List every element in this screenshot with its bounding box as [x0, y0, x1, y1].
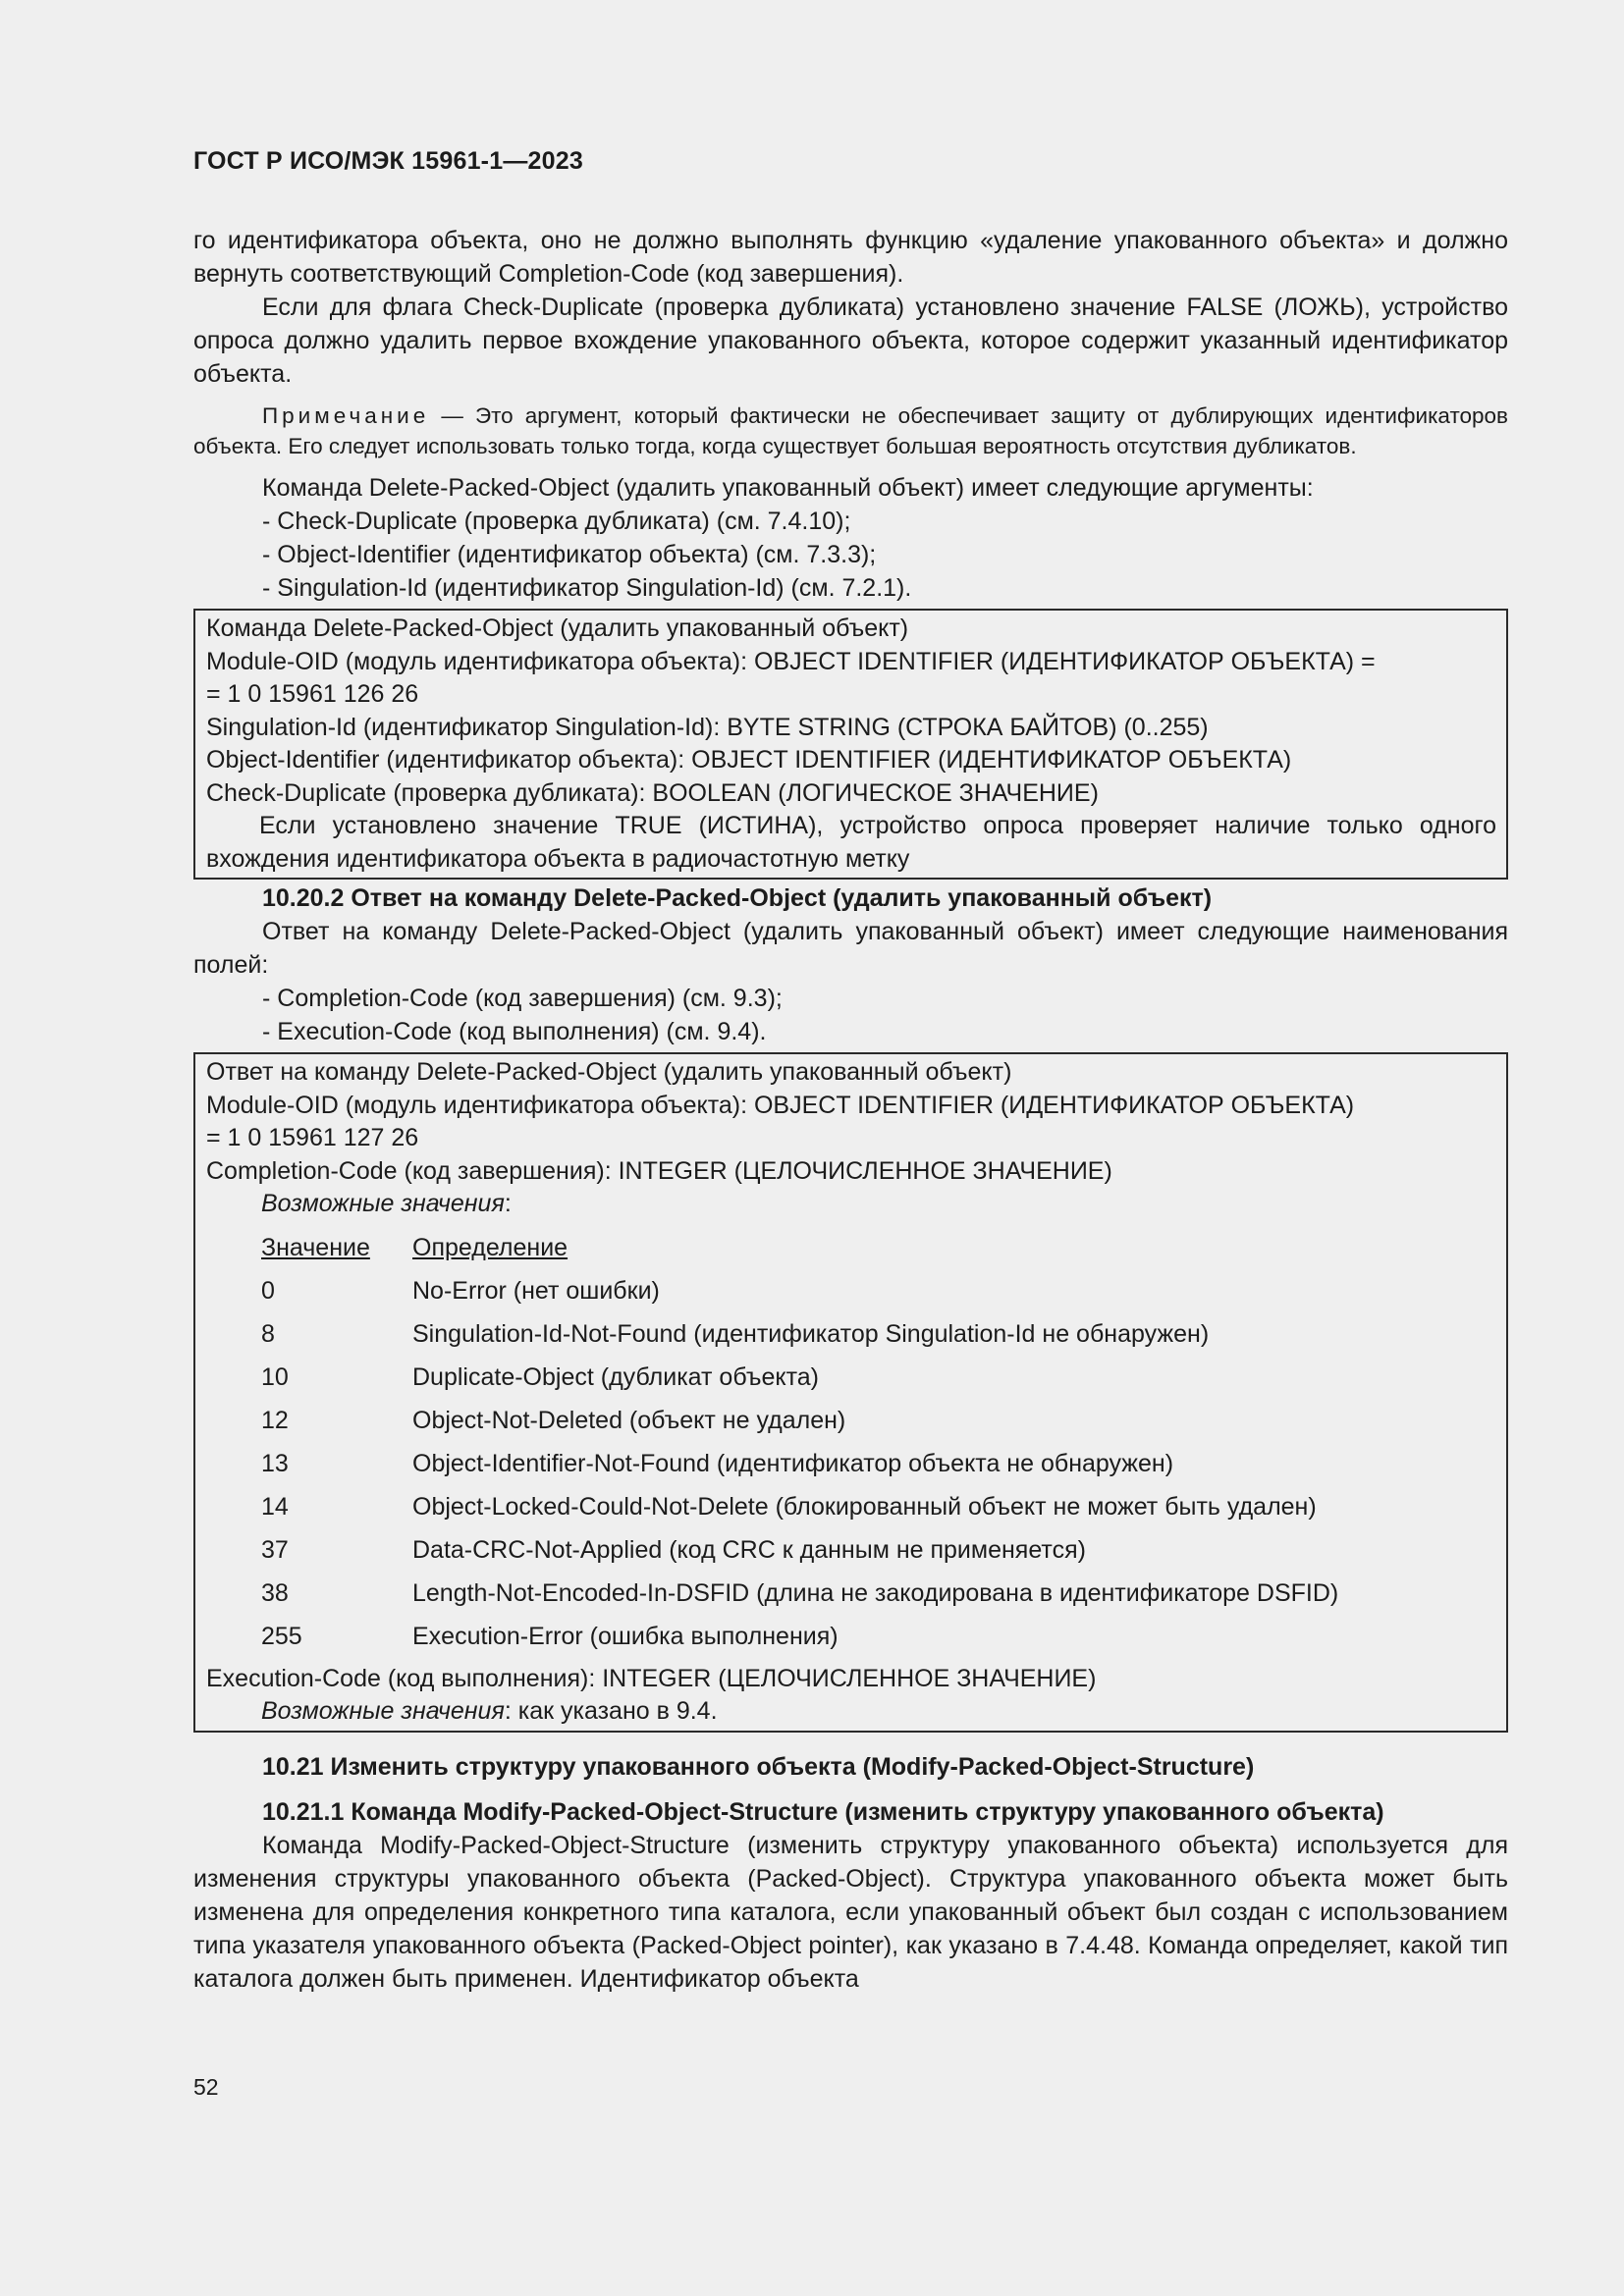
note-text: — Это аргумент, который фактически не обеспечивает защиту от дублирующих идентификаторов объекта. Его следует использовать только тогда, когда существует большая вероятность отсутствия дубликатов.	[193, 403, 1508, 458]
table-row	[261, 1313, 1338, 1357]
paragraph: Если для флага Check-Duplicate (проверка дубликата) установлено значение FALSE (ЛОЖЬ), устройство опроса должно удалить первое вхождение упакованного объекта, которое содержит указанный идентификатор объекта.	[193, 294, 1508, 388]
code-value: 255	[261, 1622, 302, 1650]
section-heading: 10.21 Изменить структуру упакованного объекта (Modify-Packed-Object-Structure)	[262, 1752, 1255, 1781]
table-row	[261, 1443, 1338, 1486]
code-value: 37	[261, 1535, 289, 1564]
box-line: Check-Duplicate (проверка дубликата): BOOLEAN (ЛОГИЧЕСКОЕ ЗНАЧЕНИЕ)	[206, 778, 1099, 807]
section-heading: 10.20.2 Ответ на команду Delete-Packed-Object (удалить упакованный объект)	[262, 884, 1213, 912]
table-row	[261, 1400, 1338, 1443]
code-definition: No-Error (нет ошибки)	[412, 1276, 660, 1305]
code-definition: Length-Not-Encoded-In-DSFID (длина не закодирована в идентификаторе DSFID)	[412, 1578, 1339, 1607]
completion-codes-table	[261, 1227, 1338, 1659]
code-definition: Object-Identifier-Not-Found (идентификатор объекта не обнаружен)	[412, 1449, 1174, 1477]
table-row	[261, 1357, 1338, 1400]
note	[193, 400, 1508, 461]
table-row	[261, 1573, 1338, 1616]
code-value: 8	[261, 1319, 275, 1348]
table-row	[261, 1529, 1338, 1573]
box-line: Execution-Code (код выполнения): INTEGER (ЦЕЛОЧИСЛЕННОЕ ЗНАЧЕНИЕ)	[206, 1664, 1097, 1692]
box-line: Object-Identifier (идентификатор объекта): OBJECT IDENTIFIER (ИДЕНТИФИКАТОР ОБЪЕКТА)	[206, 746, 1292, 774]
table-row	[261, 1486, 1338, 1529]
note-label: Примечание	[262, 403, 430, 428]
box-line: Команда Delete-Packed-Object (удалить упакованный объект)	[206, 614, 909, 642]
code-definition: Execution-Error (ошибка выполнения)	[412, 1622, 839, 1650]
paragraph: го идентификатора объекта, оно не должно выполнять функцию «удаление упакованного объекта» и должно вернуть соответствующий Completion-Code (код завершения).	[193, 227, 1508, 288]
table-row	[261, 1270, 1338, 1313]
code-value: 12	[261, 1406, 289, 1434]
paragraph: Команда Delete-Packed-Object (удалить упакованный объект) имеет следующие аргументы:	[262, 474, 1314, 502]
code-value: 14	[261, 1492, 289, 1521]
box-line: Module-OID (модуль идентификатора объекта): OBJECT IDENTIFIER (ИДЕНТИФИКАТОР ОБЪЕКТА) =	[206, 647, 1376, 675]
list-item: - Check-Duplicate (проверка дубликата) (см. 7.4.10);	[262, 507, 851, 535]
response-definition-box	[193, 1052, 1508, 1733]
code-value: 38	[261, 1578, 289, 1607]
code-value: 13	[261, 1449, 289, 1477]
possible-values-rest: : как указано в 9.4.	[504, 1697, 718, 1725]
code-value: 10	[261, 1362, 289, 1391]
code-value: 0	[261, 1276, 275, 1305]
page-number: 52	[193, 2074, 219, 2100]
paragraph: Ответ на команду Delete-Packed-Object (удалить упакованный объект) имеет следующие наименования полей:	[193, 918, 1508, 979]
box-line: Module-OID (модуль идентификатора объекта): OBJECT IDENTIFIER (ИДЕНТИФИКАТОР ОБЪЕКТА)	[206, 1091, 1355, 1119]
code-definition: Duplicate-Object (дубликат объекта)	[412, 1362, 819, 1391]
possible-values-colon: :	[504, 1190, 512, 1217]
box-line: = 1 0 15961 127 26	[206, 1124, 419, 1151]
box-line: Completion-Code (код завершения): INTEGER (ЦЕЛОЧИСЛЕННОЕ ЗНАЧЕНИЕ)	[206, 1156, 1112, 1185]
subsection-heading: 10.21.1 Команда Modify-Packed-Object-Structure (изменить структуру упакованного объекта)	[262, 1797, 1384, 1826]
box-line: Если установлено значение TRUE (ИСТИНА), устройство опроса проверяет наличие только одного вхождения идентификатора объекта в радиочастотную метку	[206, 812, 1496, 873]
command-definition-box	[193, 609, 1508, 880]
possible-values-text: Возможные значения	[261, 1190, 505, 1217]
box-line: Ответ на команду Delete-Packed-Object (удалить упакованный объект)	[206, 1058, 1012, 1086]
code-definition: Object-Locked-Could-Not-Delete (блокированный объект не может быть удален)	[412, 1492, 1317, 1521]
possible-values-line	[206, 1695, 1496, 1729]
code-definition: Singulation-Id-Not-Found (идентификатор Singulation-Id не обнаружен)	[412, 1319, 1210, 1348]
list-item: - Object-Identifier (идентификатор объекта) (см. 7.3.3);	[262, 541, 877, 568]
box-line: = 1 0 15961 126 26	[206, 680, 419, 708]
table-row	[261, 1616, 1338, 1659]
code-definition: Data-CRC-Not-Applied (код CRC к данным не применяется)	[412, 1535, 1086, 1564]
table-header-row	[261, 1227, 1338, 1270]
list-item: - Singulation-Id (идентификатор Singulation-Id) (см. 7.2.1).	[262, 574, 912, 602]
column-header-value: Значение	[261, 1233, 370, 1261]
list-item: - Execution-Code (код выполнения) (см. 9.4).	[262, 1018, 767, 1045]
list-item: - Completion-Code (код завершения) (см. 9.3);	[262, 985, 783, 1012]
box-line: Singulation-Id (идентификатор Singulation-Id): BYTE STRING (СТРОКА БАЙТОВ) (0..255)	[206, 713, 1209, 741]
column-header-definition: Определение	[412, 1233, 568, 1261]
code-definition: Object-Not-Deleted (объект не удален)	[412, 1406, 846, 1434]
possible-values-text: Возможные значения	[261, 1697, 505, 1725]
document-body	[193, 224, 1508, 1996]
paragraph: Команда Modify-Packed-Object-Structure (изменить структуру упакованного объекта) используется для изменения структуры упакованного объекта (Packed-Object). Структура упакованного объекта может быть изменена для определения конкретного типа каталога, если упакованный объект был создан с использованием типа указателя упакованного объекта (Packed-Object pointer), как указано в 7.4.48. Команда определяет, какой тип каталога должен быть применен. Идентификатор объекта	[193, 1831, 1508, 1993]
document-header: ГОСТ Р ИСО/МЭК 15961-1—2023	[193, 147, 583, 175]
possible-values-label	[206, 1188, 1496, 1221]
